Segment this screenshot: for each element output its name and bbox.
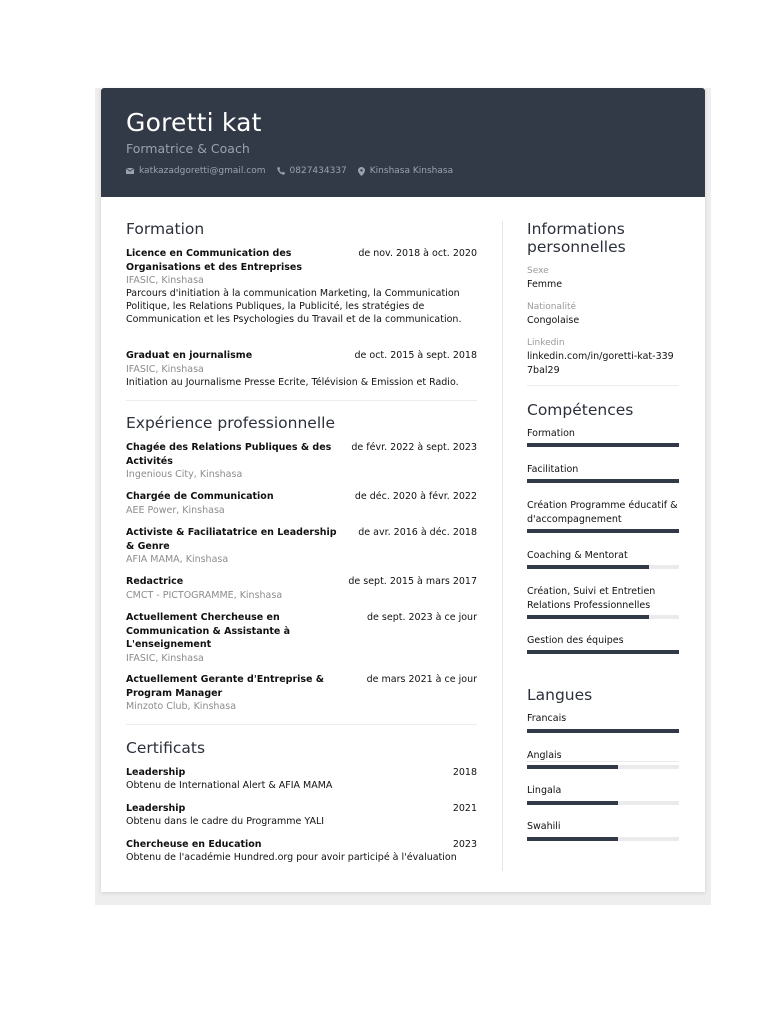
experience-entry (126, 575, 477, 602)
entry-org: IFASIC, Kinshasa (126, 275, 204, 286)
langue-item (527, 749, 679, 763)
phone-text: 0827434337 (289, 166, 347, 176)
location-text: Kinshasa Kinshasa (369, 166, 454, 176)
phone-icon (277, 167, 285, 175)
entry-org: AFIA MAMA, Kinshasa (126, 554, 229, 565)
contact-phone[interactable] (277, 166, 347, 176)
competence-item (527, 634, 679, 648)
entry-org: Ingenious City, Kinshasa (126, 469, 243, 480)
competence-item (527, 549, 679, 563)
level-bar (527, 729, 679, 733)
competence-name: Formation (527, 428, 575, 439)
certificat-entry (126, 838, 477, 864)
level-bar-fill (527, 529, 679, 533)
entry-date: de avr. 2016 à déc. 2018 (358, 527, 477, 538)
info-heading: Informations personnelles (527, 220, 626, 256)
entry-org: IFASIC, Kinshasa (126, 652, 204, 664)
entry-date: de févr. 2022 à sept. 2023 (351, 442, 477, 453)
nationalite-label: Nationalité (527, 302, 577, 312)
sexe-value: Femme (527, 279, 563, 290)
level-bar (527, 615, 679, 619)
level-bar (527, 801, 679, 805)
entry-title: Actuellement Chercheuse en Communication & Assistante à L'enseignement (126, 612, 291, 650)
certificats-heading: Certificats (126, 739, 206, 757)
entry-date: de nov. 2018 à oct. 2020 (358, 248, 477, 259)
linkedin-label: Linkedin (527, 338, 565, 348)
certificat-description: Obtenu dans le cadre du Programme YALI (126, 816, 325, 827)
certificat-year: 2021 (452, 803, 477, 814)
experience-entry (126, 611, 477, 665)
certificat-entry (126, 802, 477, 828)
entry-description: Parcours d'initiation à la communication Marketing, la Communication Politique, les Relations Publiques, la Publicité, les stratégies de Communication et les Psychologies du Travail et de la communication. (126, 288, 462, 325)
competence-name: Gestion des équipes (527, 635, 624, 646)
linkedin-link[interactable]: linkedin.com/in/goretti-kat-3397bal29 (527, 351, 674, 376)
langue-item (527, 712, 679, 726)
level-bar (527, 443, 679, 447)
formation-entry (126, 247, 477, 326)
section-divider (126, 400, 477, 401)
person-title: Formatrice & Coach (126, 141, 250, 156)
competence-name: Coaching & Mentorat (527, 550, 628, 561)
langue-name: Lingala (527, 785, 562, 796)
certificat-title: Leadership (126, 803, 186, 814)
competence-name: Facilitation (527, 464, 579, 475)
certificat-year: 2023 (452, 839, 477, 850)
formation-heading: Formation (126, 220, 205, 238)
certificat-description: Obtenu de International Alert & AFIA MAMA (126, 780, 333, 791)
person-name: Goretti kat (126, 108, 262, 137)
entry-date: de sept. 2023 à ce jour (367, 612, 477, 623)
entry-title: Redactrice (126, 576, 184, 587)
resume-header (101, 88, 705, 197)
competence-item (527, 585, 679, 612)
experience-heading: Expérience professionnelle (126, 414, 335, 432)
entry-date: de mars 2021 à ce jour (366, 674, 477, 685)
level-bar-fill (527, 443, 679, 447)
entry-date: de déc. 2020 à févr. 2022 (354, 491, 477, 502)
level-bar-fill (527, 729, 679, 733)
resume-card (101, 88, 705, 892)
envelope-icon (126, 168, 134, 174)
langue-name: Francais (527, 713, 567, 724)
competence-name: Création Programme éducatif & d'accompagnement (527, 500, 678, 525)
entry-title: Actuellement Gerante d'Entreprise & Program Manager (126, 674, 325, 699)
langue-name: Anglais (527, 750, 562, 761)
level-bar (527, 529, 679, 533)
email-text: katkazadgoretti@gmail.com (139, 166, 266, 176)
entry-org: Minzoto Club, Kinshasa (126, 701, 237, 712)
certificat-title: Chercheuse en Education (126, 839, 262, 850)
section-divider (527, 385, 679, 386)
level-bar-fill (527, 801, 618, 805)
certificat-entry (126, 766, 477, 792)
level-bar (527, 765, 679, 769)
langues-heading: Langues (527, 686, 593, 704)
langue-item (527, 784, 679, 798)
entry-title: Chagée des Relations Publiques & des Activités (126, 442, 332, 467)
entry-org: CMCT - PICTOGRAMME, Kinshasa (126, 589, 283, 601)
entry-org: IFASIC, Kinshasa (126, 363, 204, 375)
entry-date: de sept. 2015 à mars 2017 (348, 576, 477, 587)
level-bar (527, 479, 679, 483)
entry-title: Chargée de Communication (126, 491, 274, 502)
level-bar (527, 837, 679, 841)
level-bar-fill (527, 479, 679, 483)
entry-date: de oct. 2015 à sept. 2018 (354, 350, 477, 361)
entry-org: AEE Power, Kinshasa (126, 504, 225, 516)
entry-title: Activiste & Faciliatatrice en Leadership & Genre (126, 527, 337, 552)
level-bar-fill (527, 650, 679, 654)
competence-name: Création, Suivi et Entretien Relations Professionnelles (527, 586, 656, 611)
entry-title: Licence en Communication des Organisations et des Entreprises (126, 248, 303, 273)
competence-item (527, 427, 679, 441)
competence-item (527, 463, 679, 477)
level-bar (527, 565, 679, 569)
experience-entry (126, 441, 477, 481)
certificat-title: Leadership (126, 767, 186, 778)
contact-location (358, 166, 453, 176)
nationalite-value: Congolaise (527, 315, 580, 326)
level-bar-fill (527, 765, 618, 769)
competences-heading: Compétences (527, 401, 634, 419)
contact-email[interactable] (126, 166, 266, 176)
certificat-year: 2018 (452, 767, 477, 778)
column-divider (502, 221, 503, 871)
level-bar-fill (527, 837, 618, 841)
competence-item (527, 499, 679, 526)
sexe-label: Sexe (527, 266, 549, 276)
map-pin-icon (358, 167, 365, 176)
entry-description: Initiation au Journalisme Presse Ecrite, Télévision & Emission et Radio. (126, 376, 459, 388)
langue-item (527, 820, 679, 834)
formation-entry (126, 349, 477, 389)
experience-entry (126, 490, 477, 517)
langue-name: Swahili (527, 821, 561, 832)
section-divider (126, 724, 477, 725)
experience-entry (126, 526, 477, 566)
contact-row (126, 166, 464, 176)
certificat-description: Obtenu de l'académie Hundred.org pour avoir participé à l'évaluation (126, 852, 457, 863)
level-bar-fill (527, 565, 649, 569)
level-bar (527, 650, 679, 654)
entry-title: Graduat en journalisme (126, 350, 253, 361)
experience-entry (126, 673, 477, 713)
level-bar-fill (527, 615, 649, 619)
